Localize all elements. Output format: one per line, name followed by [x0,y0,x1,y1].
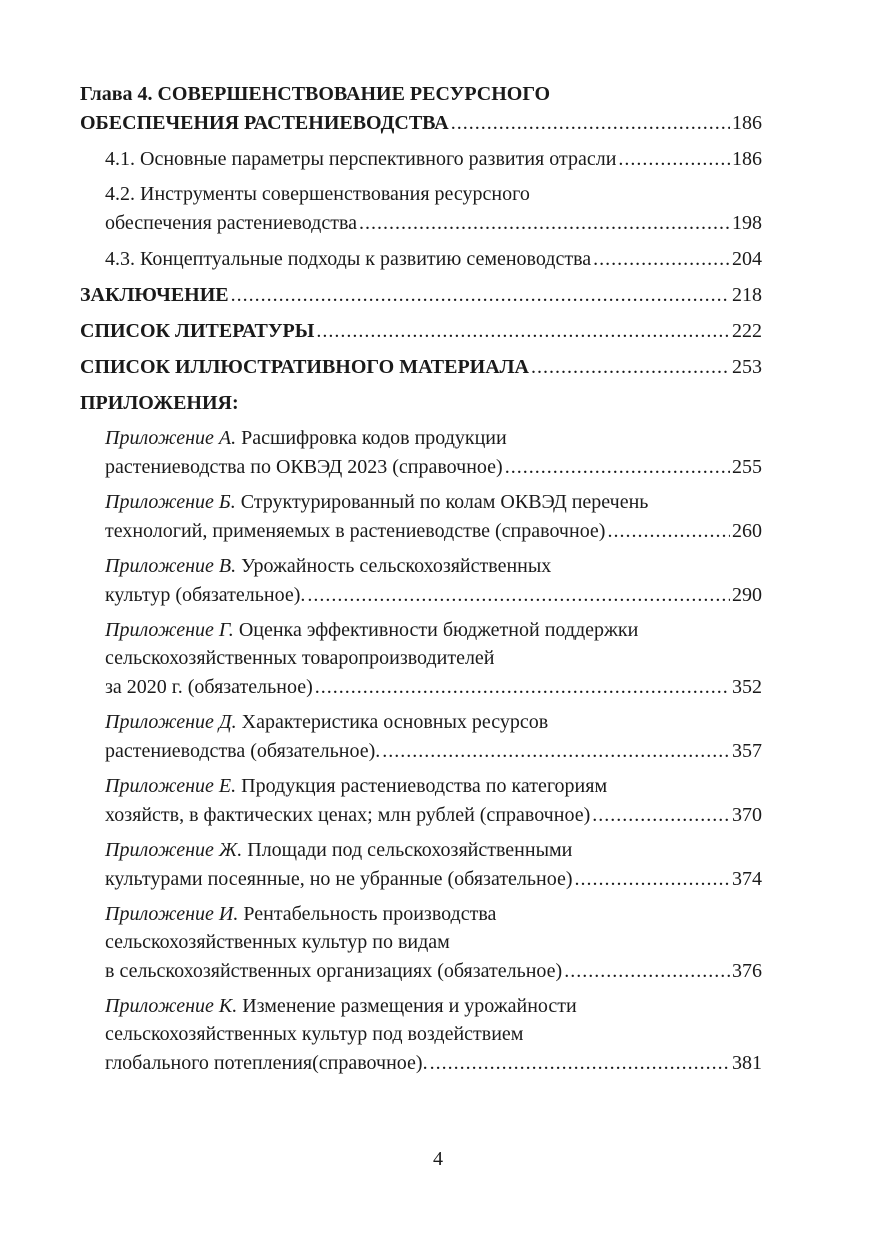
dot-leader [593,244,730,274]
toc-entry-title: 4.1. Основные параметры перспективного развития отрасли [105,148,617,170]
dot-leader [505,452,730,482]
toc-entry-title: Оценка эффективности бюджетной поддержки [233,619,639,641]
toc-entry-appendix-zh[interactable] [80,836,762,894]
dot-leader [307,580,730,610]
toc-entry-conclusion[interactable] [80,280,762,310]
toc-entry-title: Продукция растениеводства по категориям [236,775,608,797]
page-number: 370 [732,804,762,826]
appendix-label: Приложение Е. [105,775,237,797]
page-number: 260 [732,520,762,542]
toc-entry-title: СПИСОК ЛИТЕРАТУРЫ [80,320,315,342]
page-number: 186 [732,148,762,170]
dot-leader [430,1048,730,1078]
dot-leader [316,316,730,346]
toc-entry-references[interactable] [80,316,762,346]
page-number: 253 [732,356,762,378]
dot-leader [564,956,730,986]
appendix-label: Приложение И. [105,903,239,925]
toc-entry-title: Характеристика основных ресурсов [236,711,549,733]
dot-leader [575,864,730,894]
toc-entry-appendix-d[interactable] [80,708,762,766]
toc-entry-title-continued: технологий, применяемых в растениеводстве (справочное) [105,520,606,542]
appendix-label: Приложение Г. [105,619,234,641]
appendix-label: Приложение К. [105,995,238,1017]
toc-entry-title: Изменение размещения и урожайности [237,995,577,1017]
toc-entry-title: Глава 4. СОВЕРШЕНСТВОВАНИЕ РЕСУРСНОГО [80,83,551,105]
page-number: 204 [732,248,762,270]
toc-entry-title: Рентабельность производства [238,903,497,925]
dot-leader [451,108,730,138]
toc-entry-title-continued: культур (обязательное). [105,584,306,606]
appendix-label: Приложение Д. [105,711,237,733]
page-number-footer: 4 [433,1148,443,1170]
appendix-label: Приложение А. [105,427,237,449]
toc-entry-title: Урожайность сельскохозяйственных [236,555,552,577]
toc-entry-section-4-2[interactable] [80,180,762,238]
toc-entry-section-4-3[interactable] [80,244,762,274]
page-number: 357 [732,740,762,762]
page-number: 352 [732,676,762,698]
page-number: 290 [732,584,762,606]
dot-leader [592,800,730,830]
toc-appendices-heading: ПРИЛОЖЕНИЯ: [80,392,239,414]
toc-entry-appendix-b[interactable] [80,488,762,546]
appendix-label: Приложение Б. [105,491,236,513]
toc-entry-title: ЗАКЛЮЧЕНИЕ [80,284,229,306]
toc-entry-appendix-k[interactable] [80,992,762,1078]
toc-entry-title-continued: культурами посеянные, но не убранные (обязательное) [105,868,573,890]
toc-entry-title: Площади под сельскохозяйственными [242,839,573,861]
appendix-label: Приложение В. [105,555,237,577]
toc-entry-title: 4.2. Инструменты совершенствования ресурсного [105,183,530,205]
toc-entry-title: 4.3. Концептуальные подходы к развитию семеноводства [105,248,592,270]
toc-entry-title-continued: растениеводства (обязательное). [105,740,381,762]
table-of-contents [80,80,762,1084]
toc-entry-title-continued: сельскохозяйственных культур по видам [105,931,450,953]
toc-entry-title-continued: сельскохозяйственных товаропроизводителей [105,647,495,669]
toc-entry-appendix-a[interactable] [80,424,762,482]
toc-entry-title: Структурированный по колам ОКВЭД перечень [235,491,649,513]
toc-entry-illustrations[interactable] [80,352,762,382]
toc-entry-title-continued: глобального потепления(справочное). [105,1052,428,1074]
toc-entry-appendix-g[interactable] [80,616,762,702]
page-number: 222 [732,320,762,342]
dot-leader [359,208,730,238]
page-number: 376 [732,960,762,982]
page-number: 218 [732,284,762,306]
dot-leader [607,516,730,546]
toc-entry-title: СПИСОК ИЛЛЮСТРАТИВНОГО МАТЕРИАЛА [80,356,530,378]
toc-entry-title: Расшифровка кодов продукции [236,427,507,449]
toc-entry-title-continued: ОБЕСПЕЧЕНИЯ РАСТЕНИЕВОДСТВА [80,112,449,134]
page-number: 255 [732,456,762,478]
toc-entry-chapter-4[interactable] [80,80,762,138]
toc-entry-title-continued: сельскохозяйственных культур под воздействием [105,1023,524,1045]
dot-leader [618,144,730,174]
page-number: 186 [732,112,762,134]
toc-entry-section-4-1[interactable] [80,144,762,174]
page-number: 374 [732,868,762,890]
toc-entry-title-continued: растениеводства по ОКВЭД 2023 (справочное) [105,456,503,478]
dot-leader [231,280,730,310]
toc-entry-appendix-e[interactable] [80,772,762,830]
dot-leader [382,736,730,766]
dot-leader [315,672,730,702]
toc-entry-title-continued: за 2020 г. (обязательное) [105,676,313,698]
toc-entry-title-continued: хозяйств, в фактических ценах; млн рублей (справочное) [105,804,591,826]
toc-entry-appendix-v[interactable] [80,552,762,610]
appendix-label: Приложение Ж. [105,839,243,861]
dot-leader [531,352,730,382]
page-number: 381 [732,1052,762,1074]
toc-entry-title-continued: обеспечения растениеводства [105,212,358,234]
page-number: 198 [732,212,762,234]
toc-entry-title-continued: в сельскохозяйственных организациях (обязательное) [105,960,563,982]
toc-entry-appendix-i[interactable] [80,900,762,986]
